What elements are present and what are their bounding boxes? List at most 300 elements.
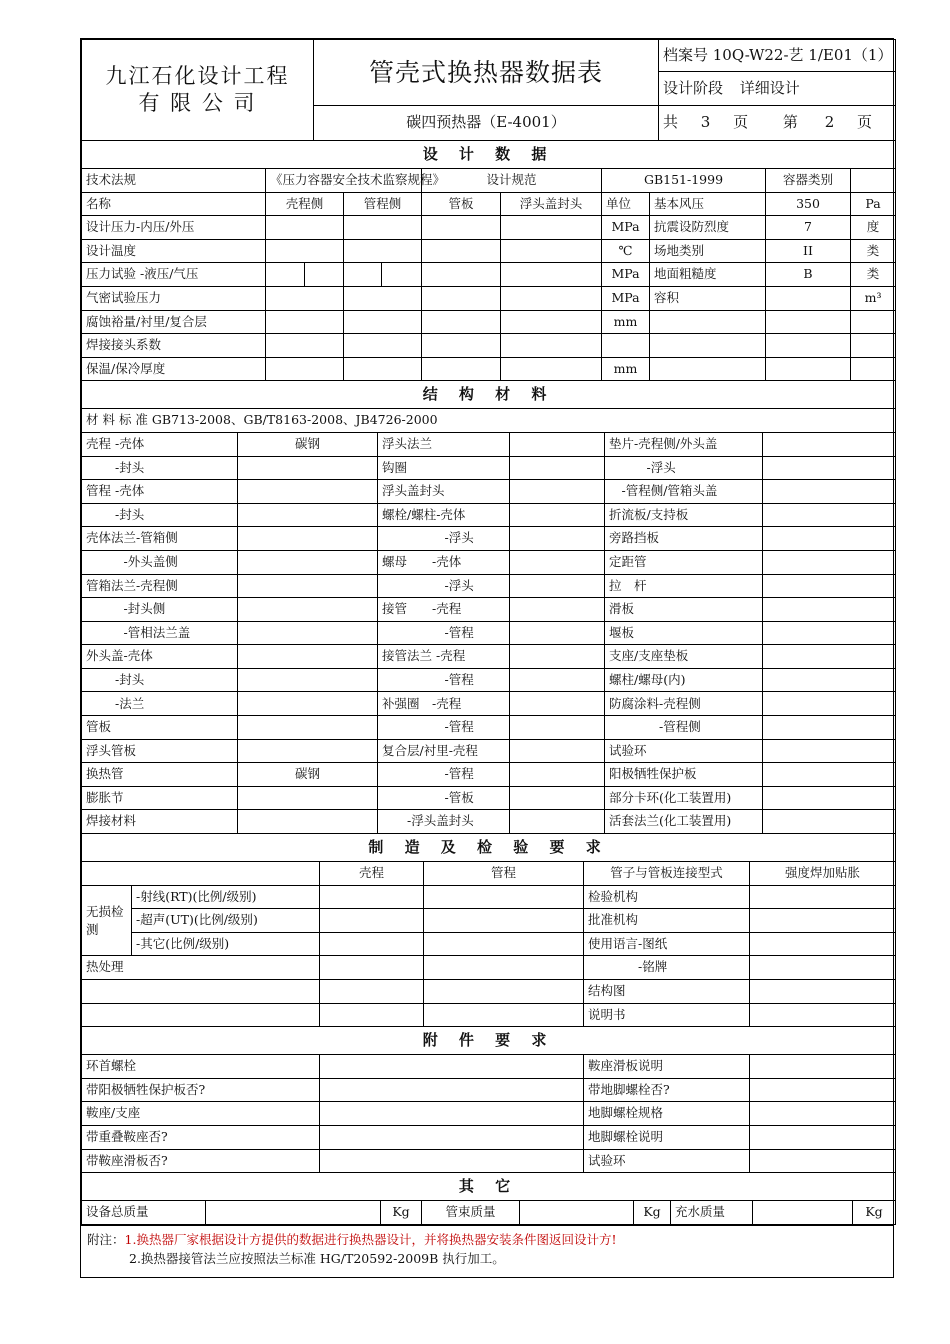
value-cell[interactable] <box>266 239 344 263</box>
inspection-corner <box>82 862 320 886</box>
regulation-value: 《压力容器安全技术监察规程》 <box>266 169 422 193</box>
value-cell[interactable] <box>320 885 424 909</box>
material-left-label: -封头 <box>82 456 238 480</box>
total-pages: 3 <box>700 113 711 132</box>
design-row-unit: mm <box>602 310 650 334</box>
design-row-right-value <box>766 357 851 381</box>
value-cell[interactable] <box>501 239 602 263</box>
material-left-label: 焊接材料 <box>82 810 238 834</box>
material-mid-label: 浮头盖封头 <box>378 480 510 504</box>
material-left-value[interactable]: 碳钢 <box>238 432 378 456</box>
material-left-label: -管相法兰盖 <box>82 621 238 645</box>
value-cell[interactable] <box>424 980 584 1004</box>
material-left-label: 管箱法兰-壳程侧 <box>82 574 238 598</box>
value-cell[interactable] <box>424 956 584 980</box>
material-right-label: 滑板 <box>605 598 763 622</box>
company-name <box>82 40 314 141</box>
material-left-value[interactable] <box>238 550 378 574</box>
material-mid-label: 接管 -壳程 <box>378 598 510 622</box>
file-info <box>659 40 896 106</box>
value-cell[interactable] <box>422 263 501 287</box>
value-cell[interactable] <box>510 621 605 645</box>
other-table <box>81 1173 896 1225</box>
value-cell[interactable] <box>320 1003 424 1027</box>
material-left-value[interactable] <box>238 574 378 598</box>
water-mass-label: 充水质量 <box>671 1201 753 1225</box>
design-data-table <box>81 141 896 381</box>
value-cell[interactable] <box>510 550 605 574</box>
material-left-label: 壳程 -壳体 <box>82 432 238 456</box>
regulation-label: 技术法规 <box>82 169 266 193</box>
design-stage-label: 设计阶段 <box>663 79 724 98</box>
accessory-right-label: 鞍座滑板说明 <box>584 1055 750 1079</box>
value-cell[interactable] <box>763 739 896 763</box>
value-cell[interactable] <box>763 574 896 598</box>
wind-unit: Pa <box>851 192 896 216</box>
right-label: 检验机构 <box>584 885 750 909</box>
value-cell[interactable] <box>510 810 605 834</box>
accessory-row <box>82 1055 896 1079</box>
value-cell[interactable] <box>510 432 605 456</box>
material-left-label: -外头盖侧 <box>82 550 238 574</box>
material-right-label: 折流板/支持板 <box>605 503 763 527</box>
accessory-row <box>82 1149 896 1173</box>
material-right-label: 螺柱/螺母(内) <box>605 668 763 692</box>
note-2: 2.换热器接管法兰应按照法兰标准 HG/T20592-2009B 执行加工。 <box>129 1251 505 1267</box>
material-mid-label: 螺母 -壳体 <box>378 550 510 574</box>
design-row-label: 设计压力-内压/外压 <box>82 216 266 240</box>
value-cell[interactable] <box>424 1003 584 1027</box>
value-cell[interactable] <box>763 432 896 456</box>
value-cell[interactable] <box>422 334 501 358</box>
design-row-right-value <box>766 334 851 358</box>
note-1: 1.换热器厂家根据设计方提供的数据进行换热器设计，并将换热器安装条件图返回设计方! <box>124 1231 617 1247</box>
material-left-value[interactable] <box>238 786 378 810</box>
material-right-label: 定距管 <box>605 550 763 574</box>
value-cell[interactable] <box>344 357 422 381</box>
material-left-value[interactable] <box>238 527 378 551</box>
bundle-mass-value[interactable] <box>520 1201 634 1225</box>
design-row-label: 腐蚀裕量/衬里/复合层 <box>82 310 266 334</box>
value-cell[interactable] <box>501 286 602 310</box>
value-cell[interactable] <box>750 1078 896 1102</box>
value-cell[interactable] <box>344 239 422 263</box>
material-left-value[interactable] <box>238 716 378 740</box>
value-cell[interactable] <box>422 357 501 381</box>
value-cell[interactable] <box>763 763 896 787</box>
material-left-value[interactable] <box>238 456 378 480</box>
material-left-value[interactable] <box>238 668 378 692</box>
material-right-label: 支座/支座垫板 <box>605 645 763 669</box>
value-cell[interactable] <box>344 263 382 287</box>
material-row <box>82 786 896 810</box>
value-cell[interactable] <box>501 334 602 358</box>
material-right-label: 垫片-壳程侧/外头盖 <box>605 432 763 456</box>
design-row-unit: MPa <box>602 216 650 240</box>
value-cell[interactable] <box>510 456 605 480</box>
value-cell[interactable] <box>763 456 896 480</box>
material-right-label: 试验环 <box>605 739 763 763</box>
design-row-label: 压力试验 -液压/气压 <box>82 263 266 287</box>
value-cell[interactable] <box>510 503 605 527</box>
ndt-row: -其它(比例/级别) <box>132 932 320 956</box>
material-mid-label: 浮头法兰 <box>378 432 510 456</box>
design-row-right-label: 抗震设防烈度 <box>650 216 766 240</box>
material-left-value[interactable] <box>238 598 378 622</box>
value-cell[interactable] <box>750 1003 896 1027</box>
code-label: 设计规范 <box>422 169 602 193</box>
value-cell[interactable] <box>320 1125 584 1149</box>
value-cell[interactable] <box>422 286 501 310</box>
design-row-right-label <box>650 334 766 358</box>
materials-rows <box>82 432 896 833</box>
material-row <box>82 739 896 763</box>
col-tube: 管程侧 <box>344 192 422 216</box>
material-row <box>82 550 896 574</box>
material-left-value[interactable] <box>238 739 378 763</box>
material-row <box>82 456 896 480</box>
material-mid-label: -浮头盖封头 <box>378 810 510 834</box>
value-cell[interactable] <box>424 932 584 956</box>
document-title: 管壳式换热器数据表 <box>314 40 659 106</box>
value-cell[interactable] <box>763 692 896 716</box>
material-left-value[interactable] <box>238 645 378 669</box>
value-cell[interactable] <box>763 503 896 527</box>
total-mass-label: 设备总质量 <box>82 1201 206 1225</box>
wind-label: 基本风压 <box>650 192 766 216</box>
material-mid-label: -浮头 <box>378 574 510 598</box>
design-stage-value: 详细设计 <box>739 79 800 98</box>
unit-kg: Kg <box>853 1201 896 1225</box>
accessory-left-label: 带阳极牺牲保护板否? <box>82 1078 320 1102</box>
value-cell[interactable] <box>266 357 344 381</box>
design-row-label: 保温/保冷厚度 <box>82 357 266 381</box>
material-right-label: 阳极牺牲保护板 <box>605 763 763 787</box>
value-cell[interactable] <box>750 956 896 980</box>
water-mass-value[interactable] <box>753 1201 853 1225</box>
value-cell[interactable] <box>501 357 602 381</box>
heat-treatment-label: 热处理 <box>82 956 320 980</box>
value-cell[interactable] <box>266 286 344 310</box>
right-label: 批准机构 <box>584 909 750 933</box>
material-mid-label: -管程 <box>378 716 510 740</box>
material-mid-label: -管板 <box>378 786 510 810</box>
material-mid-label: -管程 <box>378 763 510 787</box>
design-row-right-label: 场地类别 <box>650 239 766 263</box>
materials-section-title: 结 构 材 料 <box>82 381 896 409</box>
design-row-label: 气密试验压力 <box>82 286 266 310</box>
material-right-label: 部分卡环(化工装置用) <box>605 786 763 810</box>
value-cell[interactable] <box>750 1055 896 1079</box>
header-table <box>81 39 896 141</box>
file-number: 档案号 10Q-W22-艺 1/E01（1） <box>659 40 895 72</box>
material-right-label: -浮头 <box>605 456 763 480</box>
accessory-right-label: 地脚螺栓规格 <box>584 1102 750 1126</box>
bundle-mass-label: 管束质量 <box>422 1201 520 1225</box>
notes-prefix: 附注： <box>87 1231 125 1247</box>
value-cell[interactable] <box>510 668 605 692</box>
design-row-right-unit <box>851 310 896 334</box>
material-left-label: 管板 <box>82 716 238 740</box>
design-row-label: 焊接接头系数 <box>82 334 266 358</box>
accessories-rows <box>82 1055 896 1173</box>
equipment-name: 碳四预热器（E-4001） <box>314 105 659 140</box>
value-cell[interactable] <box>510 716 605 740</box>
value-cell[interactable] <box>750 1149 896 1173</box>
material-mid-label: 钩圈 <box>378 456 510 480</box>
design-row-unit: MPa <box>602 263 650 287</box>
material-left-label: 浮头管板 <box>82 739 238 763</box>
material-left-label: 外头盖-壳体 <box>82 645 238 669</box>
material-right-label: 拉 杆 <box>605 574 763 598</box>
notes <box>81 1225 893 1277</box>
material-row <box>82 621 896 645</box>
material-mid-label: -管程 <box>378 621 510 645</box>
current-page: 2 <box>824 113 835 132</box>
page-unit-1: 页 <box>733 113 749 132</box>
accessory-right-label: 地脚螺栓说明 <box>584 1125 750 1149</box>
right-label: 使用语言-图纸 <box>584 932 750 956</box>
value-cell[interactable] <box>266 263 305 287</box>
value-cell[interactable] <box>510 480 605 504</box>
design-row-unit: ℃ <box>602 239 650 263</box>
col-joint-type: 管子与管板连接型式 <box>584 862 750 886</box>
design-row-right-value <box>766 286 851 310</box>
total-mass-value[interactable] <box>206 1201 381 1225</box>
value-cell[interactable] <box>320 956 424 980</box>
inspection-section-title: 制 造 及 检 验 要 求 <box>82 834 896 862</box>
material-left-label: -封头 <box>82 668 238 692</box>
material-right-label: 堰板 <box>605 621 763 645</box>
materials-table <box>81 381 896 834</box>
value-cell[interactable] <box>320 1102 584 1126</box>
value-cell[interactable] <box>266 310 344 334</box>
col-tubesheet: 管板 <box>422 192 501 216</box>
material-row <box>82 574 896 598</box>
value-cell[interactable] <box>320 1078 584 1102</box>
material-row <box>82 692 896 716</box>
material-row <box>82 716 896 740</box>
accessory-left-label: 环首螺栓 <box>82 1055 320 1079</box>
material-left-value[interactable] <box>238 621 378 645</box>
value-cell[interactable] <box>750 1125 896 1149</box>
design-row-right-value <box>766 310 851 334</box>
material-row <box>82 763 896 787</box>
accessory-row <box>82 1102 896 1126</box>
material-left-value[interactable]: 碳钢 <box>238 763 378 787</box>
accessory-row <box>82 1078 896 1102</box>
value-cell[interactable] <box>510 692 605 716</box>
value-cell[interactable] <box>763 810 896 834</box>
col-unit: 单位 <box>602 192 650 216</box>
design-row-unit: mm <box>602 357 650 381</box>
value-cell[interactable] <box>501 263 602 287</box>
ndt-row: -超声(UT)(比例/级别) <box>132 909 320 933</box>
value-cell[interactable] <box>510 645 605 669</box>
accessory-right-label: 试验环 <box>584 1149 750 1173</box>
ndt-row: -射线(RT)(比例/级别) <box>132 885 320 909</box>
value-cell[interactable] <box>501 216 602 240</box>
design-section-title: 设 计 数 据 <box>82 141 896 169</box>
material-left-value[interactable] <box>238 503 378 527</box>
material-left-label: -封头 <box>82 503 238 527</box>
value-cell[interactable] <box>320 909 424 933</box>
material-left-value[interactable] <box>238 480 378 504</box>
wind-value: 350 <box>766 192 851 216</box>
design-row-right-unit <box>851 357 896 381</box>
material-row <box>82 503 896 527</box>
value-cell[interactable] <box>344 216 422 240</box>
material-mid-label: 补强圈 -壳程 <box>378 692 510 716</box>
col-tube-side: 管程 <box>424 862 584 886</box>
design-row-right-label: 地面粗糙度 <box>650 263 766 287</box>
material-left-label: 壳体法兰-管箱侧 <box>82 527 238 551</box>
material-left-label: -封头侧 <box>82 598 238 622</box>
accessory-left-label: 鞍座/支座 <box>82 1102 320 1126</box>
value-cell[interactable] <box>510 598 605 622</box>
design-stage <box>659 72 895 104</box>
value-cell[interactable] <box>510 739 605 763</box>
value-cell[interactable] <box>763 598 896 622</box>
value-cell[interactable] <box>320 1055 584 1079</box>
material-row <box>82 668 896 692</box>
value-cell[interactable] <box>750 980 896 1004</box>
right-label: -铭牌 <box>584 956 750 980</box>
note-line-1 <box>87 1230 887 1249</box>
value-cell[interactable] <box>422 310 501 334</box>
value-cell[interactable] <box>266 216 344 240</box>
design-row-right-label: 容积 <box>650 286 766 310</box>
design-row-label: 设计温度 <box>82 239 266 263</box>
value-cell[interactable] <box>305 263 344 287</box>
value-cell[interactable] <box>501 310 602 334</box>
other-section-title: 其 它 <box>82 1173 896 1201</box>
material-row <box>82 480 896 504</box>
current-label: 第 <box>782 113 798 132</box>
accessory-row <box>82 1125 896 1149</box>
material-row <box>82 645 896 669</box>
unit-kg: Kg <box>634 1201 671 1225</box>
value-cell[interactable] <box>82 1003 320 1027</box>
design-row-right-label <box>650 357 766 381</box>
vessel-class-value[interactable] <box>851 169 896 193</box>
value-cell[interactable] <box>424 909 584 933</box>
value-cell[interactable] <box>510 527 605 551</box>
joint-type-value: 强度焊加贴胀 <box>750 862 896 886</box>
value-cell[interactable] <box>344 286 422 310</box>
material-row <box>82 432 896 456</box>
value-cell[interactable] <box>424 885 584 909</box>
material-right-label: 防腐涂料-壳程侧 <box>605 692 763 716</box>
material-left-label: 膨胀节 <box>82 786 238 810</box>
design-row-right-unit: 类 <box>851 239 896 263</box>
material-left-label: 管程 -壳体 <box>82 480 238 504</box>
material-right-label: -管程侧 <box>605 716 763 740</box>
value-cell[interactable] <box>750 932 896 956</box>
design-row-unit <box>602 334 650 358</box>
material-left-value[interactable] <box>238 692 378 716</box>
value-cell[interactable] <box>763 550 896 574</box>
value-cell[interactable] <box>82 980 320 1004</box>
unit-kg: Kg <box>381 1201 422 1225</box>
material-left-label: -法兰 <box>82 692 238 716</box>
inspection-table <box>81 834 896 1027</box>
col-shell-side: 壳程 <box>320 862 424 886</box>
design-row-unit: MPa <box>602 286 650 310</box>
accessories-table <box>81 1027 896 1173</box>
design-row-right-value: II <box>766 239 851 263</box>
value-cell[interactable] <box>510 786 605 810</box>
page-info <box>659 105 896 140</box>
accessories-section-title: 附 件 要 求 <box>82 1027 896 1055</box>
design-row-right-unit: 度 <box>851 216 896 240</box>
material-row <box>82 810 896 834</box>
value-cell[interactable] <box>344 310 422 334</box>
material-left-value[interactable] <box>238 810 378 834</box>
total-label: 共 <box>663 113 679 132</box>
value-cell[interactable] <box>382 263 422 287</box>
material-mid-label: 螺栓/螺柱-壳体 <box>378 503 510 527</box>
value-cell[interactable] <box>344 334 422 358</box>
material-right-label: -管程侧/管箱头盖 <box>605 480 763 504</box>
value-cell[interactable] <box>750 909 896 933</box>
accessory-right-label: 带地脚螺栓否? <box>584 1078 750 1102</box>
value-cell[interactable] <box>763 645 896 669</box>
value-cell[interactable] <box>763 621 896 645</box>
material-left-label: 换热管 <box>82 763 238 787</box>
page-unit-2: 页 <box>857 113 873 132</box>
company-line1: 九江石化设计工程 <box>105 63 290 88</box>
value-cell[interactable] <box>266 334 344 358</box>
value-cell[interactable] <box>763 668 896 692</box>
value-cell[interactable] <box>510 574 605 598</box>
accessory-left-label: 带重叠鞍座否? <box>82 1125 320 1149</box>
value-cell[interactable] <box>763 786 896 810</box>
value-cell[interactable] <box>750 1102 896 1126</box>
design-row-right-unit: 类 <box>851 263 896 287</box>
design-row-right-value: 7 <box>766 216 851 240</box>
col-shell: 壳程侧 <box>266 192 344 216</box>
material-right-label: 活套法兰(化工装置用) <box>605 810 763 834</box>
col-name: 名称 <box>82 192 266 216</box>
value-cell[interactable] <box>320 932 424 956</box>
value-cell[interactable] <box>320 1149 584 1173</box>
material-row <box>82 598 896 622</box>
code-value: GB151-1999 <box>602 169 766 193</box>
right-label: 结构图 <box>584 980 750 1004</box>
material-mid-label: 接管法兰 -壳程 <box>378 645 510 669</box>
value-cell[interactable] <box>422 216 501 240</box>
value-cell[interactable] <box>750 885 896 909</box>
material-standard: 材 料 标 准 GB713-2008、GB/T8163-2008、JB4726-2000 <box>82 409 896 433</box>
col-float: 浮头盖封头 <box>501 192 602 216</box>
value-cell[interactable] <box>320 980 424 1004</box>
design-row-right-unit: m³ <box>851 286 896 310</box>
design-row-right-label <box>650 310 766 334</box>
vessel-class-label: 容器类别 <box>766 169 851 193</box>
value-cell[interactable] <box>763 527 896 551</box>
material-mid-label: -管程 <box>378 668 510 692</box>
value-cell[interactable] <box>763 716 896 740</box>
material-mid-label: -浮头 <box>378 527 510 551</box>
design-row-right-value: B <box>766 263 851 287</box>
value-cell[interactable] <box>422 239 501 263</box>
right-label: 说明书 <box>584 1003 750 1027</box>
datasheet <box>80 38 894 1278</box>
value-cell[interactable] <box>763 480 896 504</box>
value-cell[interactable] <box>510 763 605 787</box>
company-line2: 有 限 公 司 <box>138 91 257 115</box>
